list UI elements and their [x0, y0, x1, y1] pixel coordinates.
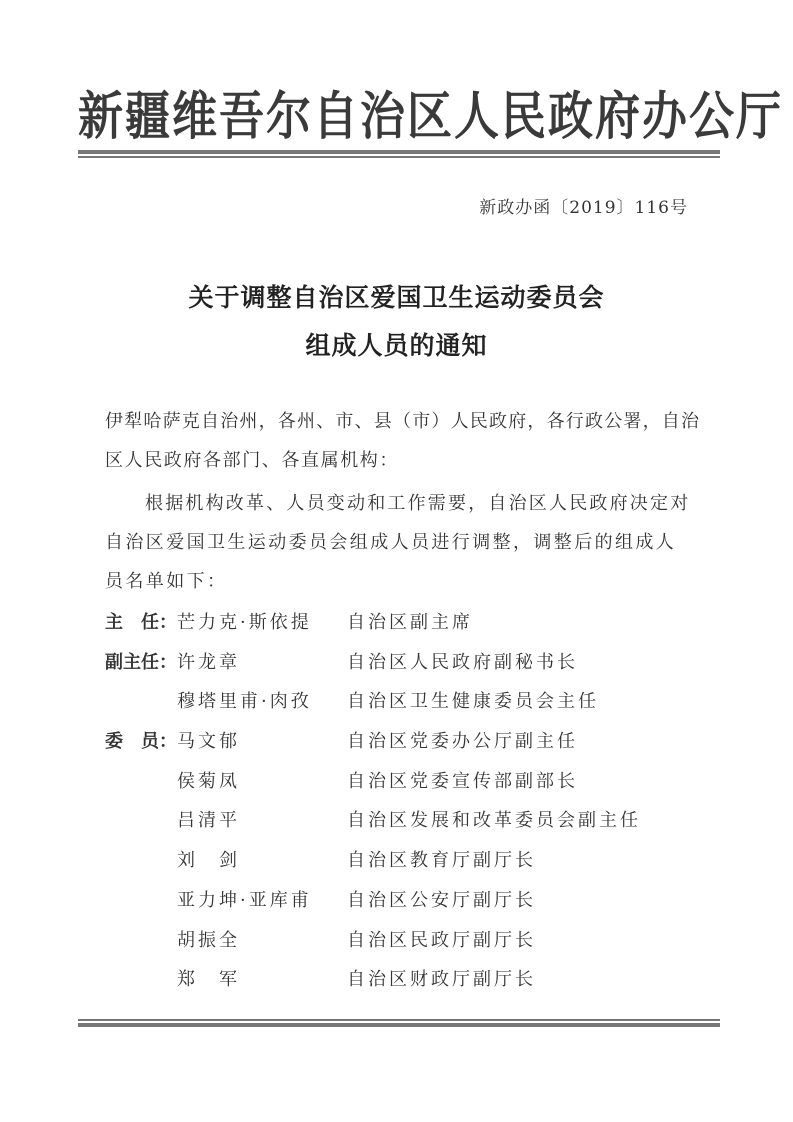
body-line: 员名单如下： — [105, 571, 228, 592]
body-line: 自治区爱国卫生运动委员会组成人员进行调整，调整后的组成人 — [105, 532, 677, 553]
member-position: 自治区党委办公厅副主任 — [347, 731, 578, 753]
body-line: 根据机构改革、人员变动和工作需要，自治区人民政府决定对 — [145, 493, 691, 514]
member-name: 芒力克·斯依提 — [177, 612, 312, 633]
member-name: 马文郁 — [177, 731, 240, 753]
member-row — [105, 880, 705, 920]
member-row — [105, 602, 705, 642]
body-paragraph — [105, 484, 690, 601]
footer-rule-thin — [78, 1019, 720, 1021]
addressee-line: 区人民政府各部门、各直属机构： — [105, 450, 399, 471]
document-number: 新政办函〔2019〕116号 — [479, 198, 688, 218]
member-name: 亚力坤·亚库甫 — [177, 889, 312, 911]
member-row — [105, 959, 705, 999]
member-position: 自治区公安厅副厅长 — [347, 889, 536, 911]
member-name: 许龙章 — [177, 651, 240, 673]
addressee-block — [105, 402, 701, 480]
member-name: 侯菊凤 — [177, 770, 240, 792]
member-role: 主 任： — [105, 612, 177, 633]
member-list — [105, 602, 705, 999]
member-name: 吕清平 — [177, 810, 240, 832]
document-title-line2: 组成人员的通知 — [305, 331, 488, 360]
header-rule-thick — [78, 150, 720, 154]
member-name: 胡振全 — [177, 929, 240, 951]
member-name: 刘 剑 — [177, 850, 240, 872]
member-position: 自治区发展和改革委员会副主任 — [347, 810, 641, 832]
member-row — [105, 920, 705, 960]
member-position: 自治区教育厅副厅长 — [347, 850, 536, 872]
document-title-line1: 关于调整自治区爱国卫生运动委员会 — [188, 283, 605, 312]
member-position: 自治区财政厅副厅长 — [347, 969, 536, 991]
footer-rule-thick — [78, 1023, 720, 1027]
member-position: 自治区卫生健康委员会主任 — [347, 691, 599, 713]
header-rule-thin — [78, 156, 720, 158]
member-position: 自治区民政厅副厅长 — [347, 929, 536, 951]
member-row — [105, 800, 705, 840]
member-position: 自治区副主席 — [347, 612, 473, 633]
member-row — [105, 642, 705, 682]
addressee-line: 伊犁哈萨克自治州，各州、市、县（市）人民政府，各行政公署，自治 — [105, 411, 701, 432]
member-row — [105, 840, 705, 880]
member-role: 委 员： — [105, 731, 177, 753]
member-role: 副主任： — [105, 651, 177, 673]
member-row — [105, 761, 705, 801]
member-position: 自治区党委宣传部副部长 — [347, 770, 578, 792]
member-name: 穆塔里甫·肉孜 — [177, 691, 312, 713]
member-row — [105, 681, 705, 721]
member-row — [105, 721, 705, 761]
member-position: 自治区人民政府副秘书长 — [347, 651, 578, 673]
issuer-name: 新疆维吾尔自治区人民政府办公厅 — [78, 85, 784, 147]
member-name: 郑 军 — [177, 969, 240, 991]
